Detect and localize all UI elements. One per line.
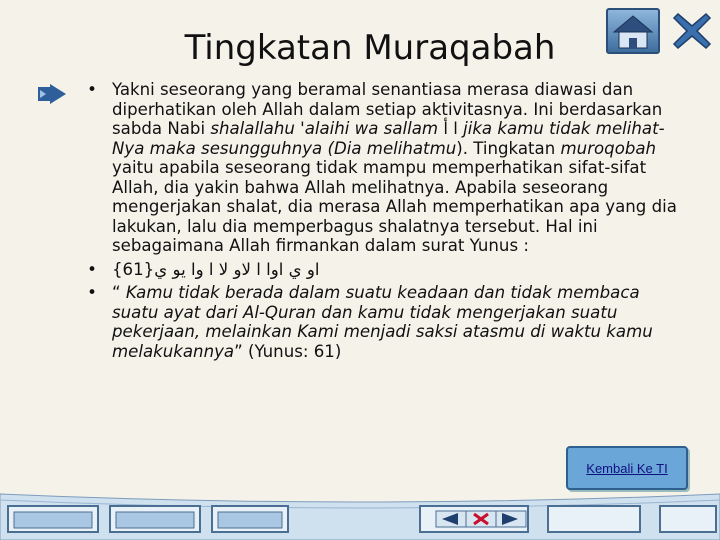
double-chevron-right-icon [36, 82, 70, 106]
text-run-italic: jika kamu tidak melihat-Nya maka sesungguhnya (Dia melihatmu [112, 119, 665, 158]
text-run-italic: muroqobah [560, 138, 657, 158]
left-panel-2 [110, 506, 200, 532]
arabic-verse: او ي اوا ا لاو لا ا وا يو ي [154, 259, 325, 279]
close-icon [670, 8, 714, 54]
text-run: “ [112, 283, 126, 302]
bullet-marker: • [87, 80, 97, 99]
text-run-italic: shalallahu 'alaihi wa sallam [210, 119, 439, 138]
slide-title: Tingkatan Muraqabah [184, 28, 556, 68]
verse-number: {61} [112, 259, 155, 279]
text-run: yaitu apabila seseorang tidak mampu memperhatikan sifat-sifat Allah, dia yakin bahwa Allah melihatnya. Apabila seseorang mengerjakan shalat, dia merasa Allah memperhatikan apa yang dia lakukan, lalu dia memperbagus shalatnya tersebut. Hal ini sebagaimana Allah firmankan dalam surat Yunus : [112, 158, 677, 255]
left-panel-3 [212, 506, 288, 532]
bullet-item-2 [82, 260, 682, 280]
x-icon[interactable] [466, 511, 496, 527]
bullet-marker: • [87, 283, 97, 302]
prev-arrow-icon[interactable] [436, 511, 466, 527]
bottom-nav-bar [0, 490, 720, 540]
next-arrow-icon[interactable] [496, 511, 526, 527]
arabic-text: ا أ [438, 119, 464, 138]
text-run: Yakni seseorang yang beramal senantiasa merasa diawasi dan diperhatikan oleh Allah dalam setiap aktivitasnya. Ini berdasarkan sabda Nabi [112, 80, 663, 138]
home-button[interactable] [606, 8, 660, 54]
bullet-item-3 [82, 283, 682, 361]
verse-translation: Kamu tidak berada dalam suatu keadaan dan tidak membaca suatu ayat dari Al-Quran dan kamu tidak mengerjakan suatu pekerjaan, melainkan Kami menjadi saksi atasmu di waktu kamu melakukannya [112, 283, 653, 361]
back-link-label[interactable]: Kembali Ke TI [586, 460, 668, 476]
slide-body [82, 80, 682, 361]
home-icon [608, 10, 658, 52]
bullet-marker: • [87, 259, 97, 279]
text-run: ” (Yunus: 61) [234, 341, 342, 361]
left-panel [8, 506, 98, 532]
back-to-ti-button[interactable] [566, 446, 688, 490]
bullet-item-1 [82, 80, 682, 256]
text-run: ). Tingkatan [456, 138, 561, 158]
close-button[interactable] [670, 8, 714, 54]
